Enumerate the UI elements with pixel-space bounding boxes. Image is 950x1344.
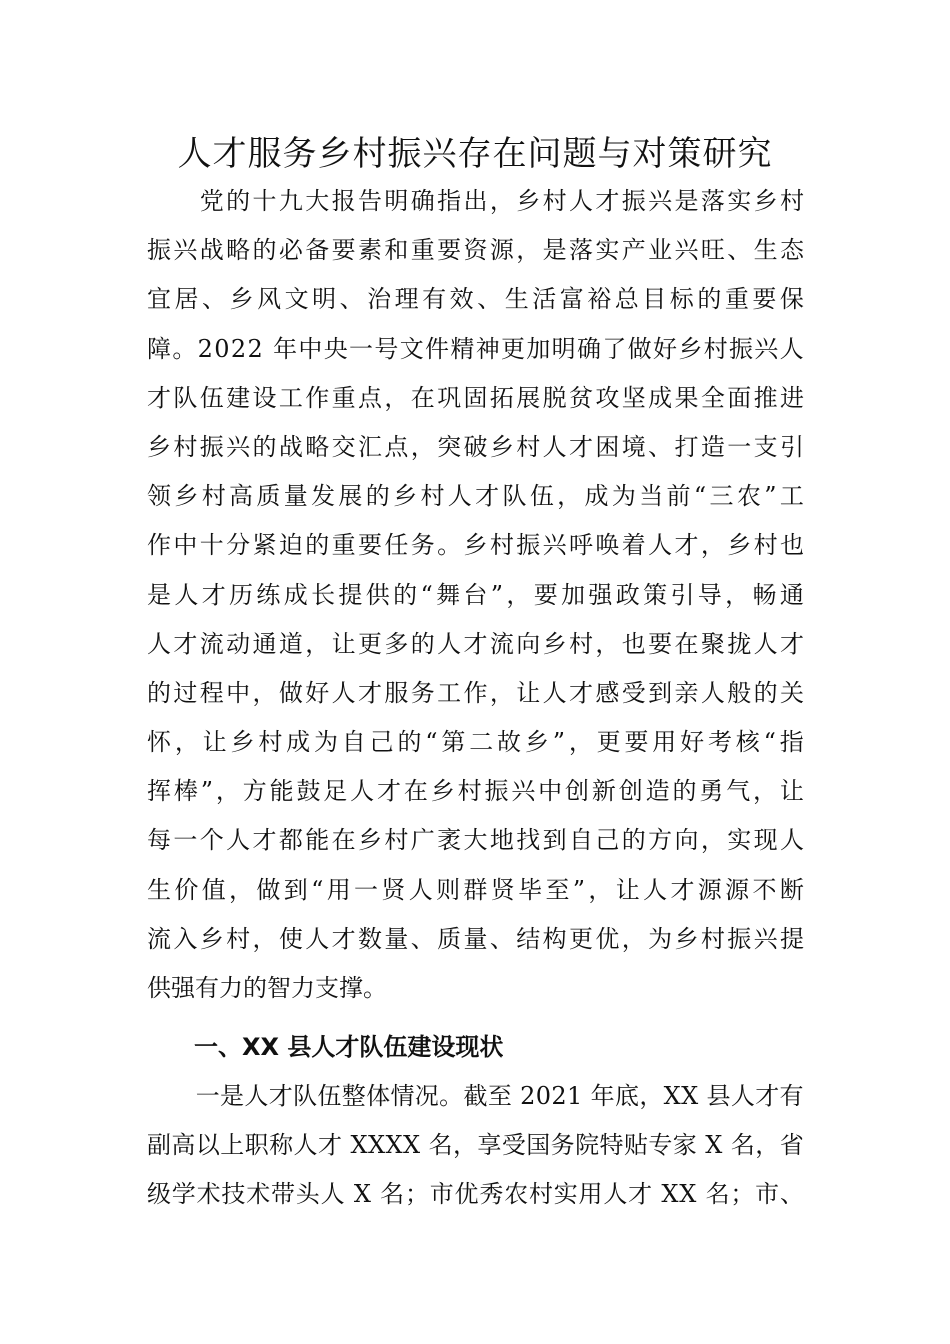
intro-line: 挥 棒 ” ， 方 能 鼓 足 人 才 在 乡 村 振 兴 中 创 新 创 造 的 勇 气 ， 让 (147, 777, 804, 806)
intro-line: 才 队 伍 建 设 工 作 重 点 ， 在 巩 固 拓 展 脱 贫 攻 坚 成 果 全 面 推 进 (147, 383, 804, 412)
intro-line: 领 乡 村 高 质 量 发 展 的 乡 村 人 才 队 伍 ， 成 为 当 前 “ 三 农 ” 工 (147, 482, 804, 511)
intro-line: 障 。 2 0 2 2 年 中 央 一 号 文 件 精 神 更 加 明 确 了 做 好 乡 村 振 兴 人 (147, 334, 804, 363)
intro-line: 每 一 个 人 才 都 能 在 乡 村 广 袤 大 地 找 到 自 己 的 方 向 ， 实 现 人 (147, 826, 804, 855)
intro-paragraph (147, 177, 804, 1013)
intro-line: 生 价 值 ， 做 到 “ 用 一 贤 人 则 群 贤 毕 至 ” ， 让 人 才 源 源 不 断 (147, 875, 804, 904)
intro-line: 的 过 程 中 ， 做 好 人 才 服 务 工 作 ， 让 人 才 感 受 到 亲 人 般 的 关 (147, 678, 804, 707)
status-line: 一 是 人 才 队 伍 整 体 情 况 。 截 至 2 0 2 1 年 底 ， X X 县 人 才 有 (195, 1082, 804, 1110)
status-paragraph (147, 1072, 804, 1220)
intro-line: 是 人 才 历 练 成 长 提 供 的 “ 舞 台 ” ， 要 加 强 政 策 引 导 ， 畅 通 (147, 580, 804, 609)
status-line: 副 高 以 上 职 称 人 才 X X X X 名 ， 享 受 国 务 院 特 贴 专 家 X 名 ， 省 (147, 1131, 804, 1160)
section-heading: 一、XX 县人才队伍建设现状 (194, 1033, 504, 1061)
intro-line: 宜 居 、 乡 风 文 明 、 治 理 有 效 、 生 活 富 裕 总 目 标 的 重 要 保 (147, 285, 804, 314)
intro-line: 乡 村 振 兴 的 战 略 交 汇 点 ， 突 破 乡 村 人 才 困 境 、 打 造 一 支 引 (147, 432, 804, 461)
document-title: 人才服务乡村振兴存在问题与对策研究 (177, 134, 773, 174)
intro-line: 人 才 流 动 通 道 ， 让 更 多 的 人 才 流 向 乡 村 ， 也 要 在 聚 拢 人 才 (147, 629, 804, 658)
intro-line: 供强有力的智力支撑。 (147, 974, 387, 1002)
intro-line: 作 中 十 分 紧 迫 的 重 要 任 务 。 乡 村 振 兴 呼 唤 着 人 才 ， 乡 村 也 (147, 531, 804, 560)
intro-line: 流 入 乡 村 ， 使 人 才 数 量 、 质 量 、 结 构 更 优 ， 为 乡 村 振 兴 提 (147, 924, 804, 953)
intro-line: 振 兴 战 略 的 必 备 要 素 和 重 要 资 源 ， 是 落 实 产 业 兴 旺 、 生 态 (147, 236, 804, 265)
intro-line: 怀 ， 让 乡 村 成 为 自 己 的 “ 第 二 故 乡 ” ， 更 要 用 好 考 核 “ 指 (147, 728, 804, 757)
status-line: 级 学 术 技 术 带 头 人 X 名 ； 市 优 秀 农 村 实 用 人 才 X X 名 ； 市 、 (147, 1180, 804, 1209)
intro-line: 党 的 十 九 大 报 告 明 确 指 出 ， 乡 村 人 才 振 兴 是 落 实 乡 村 (199, 187, 804, 215)
